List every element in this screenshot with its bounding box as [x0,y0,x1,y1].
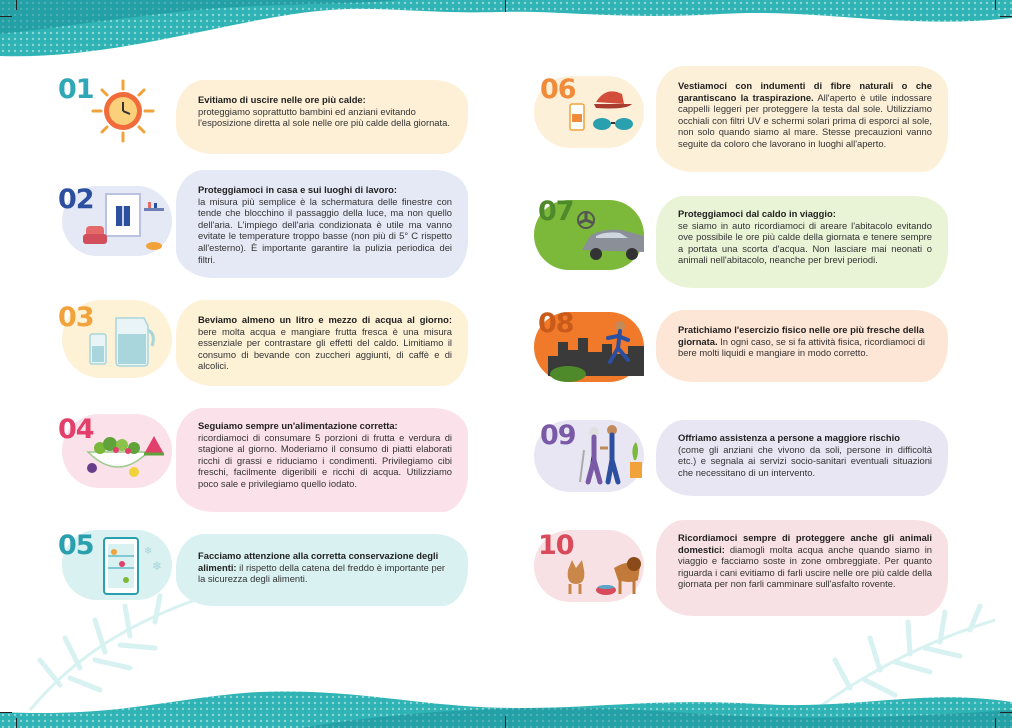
crop-mark [995,0,996,10]
tip-body: All'aperto è utile indossare cappelli leggeri per proteggere la testa dal sole. Utilizziamo occhiali con filtri UV e schermi solari prima di esporci al sole, non solo quando siamo al mare. Stesse precauzioni vanno seguite da coloro che lavorano in luoghi all'aperto. [678,91,933,149]
tip-number: 10 [538,530,574,561]
car-fan-icon [572,206,648,266]
tip-title: Ricordiamoci sempre di proteggere anche gli animali domestici: [678,532,932,555]
tip-text [678,324,932,359]
tip-title: Proteggiamoci dal caldo in viaggio: [678,208,836,219]
crop-mark [0,16,12,17]
tip-number: 02 [58,184,94,215]
tip-title: Facciamo attenzione alla corretta conservazione degli alimenti: [198,550,439,573]
tip-title: Seguiamo sempre un'alimentazione corretta: [198,420,398,431]
crop-mark [505,0,506,12]
tip-body: bere molta acqua e mangiare frutta fresca è una misura essenziale per contrastare gli effetti del caldo. Limitiamo il consumo di bevande con zuccheri aggiunti, di caffè e di alcolici. [198,325,452,372]
tip-number: 01 [58,74,94,105]
tip-title: Vestiamoci con indumenti di fibre naturali o che garantiscano la traspirazione. [678,80,932,103]
top-wave-decoration [0,0,1012,60]
crop-mark [16,718,17,728]
tip-text [198,94,452,129]
sun-clock-icon [90,78,156,144]
elderly-assistance-icon [574,420,648,486]
crop-mark [1000,712,1012,713]
tip-text [198,184,452,265]
palm-leaf-decoration-right [810,600,1000,720]
crop-mark [995,718,996,728]
fridge-icon [100,536,170,596]
tip-number: 06 [540,74,576,105]
tip-title: Evitiamo di uscire nelle ore più calde: [198,94,366,105]
crop-mark [0,712,12,713]
tip-number: 04 [58,414,94,445]
water-jug-icon [86,312,156,368]
tip-body: il rispetto della catena del freddo è importante per la sicurezza degli alimenti. [198,561,446,585]
svg-text:❄: ❄ [152,559,163,573]
tip-text [678,432,932,478]
tip-title: Offriamo assistenza a persone a maggiore rischio [678,432,900,443]
tip-number: 03 [58,302,94,333]
tip-number: 09 [540,420,576,451]
tip-body: (come gli anziani che vivono da soli, persone in difficoltà etc.) e segnala ai servizi socio-sanitari eventuali situazioni che necessitano di un intervento. [678,443,932,478]
tip-body: se siamo in auto ricordiamoci di areare l'abitacolo evitando ove possibile le ore più calde della giornata e tenere sempre a portata una scorta d'acqua. Non lasciare mai neonati o animali nell'abitacolo, neanche per brevi periodi. [678,219,932,266]
crop-mark [16,0,17,10]
salad-fruit-icon [82,430,166,480]
tip-body: proteggiamo soprattutto bambini ed anziani evitando l'esposizione diretta al sole nelle ore più calde della giornata. [198,105,450,129]
tip-title: Pratichiamo l'esercizio fisico nelle ore più fresche della giornata. [678,324,925,347]
tip-body: ricordiamoci di consumare 5 porzioni di frutta e verdura di stagione al giorno. Moderiamo il consumo di piatti elaborati ricchi di grassi e riduciamo i condimenti. Privilegiamo cibi freschi, facilmente digeribili e ricchi di acqua. Utilizziamo poco sale e privilegiamo quello iodato. [198,431,452,489]
crop-mark [1000,16,1012,17]
tip-text [678,532,932,590]
tip-text [198,550,452,585]
tip-number: 07 [538,196,574,227]
tip-body: diamogli molta acqua anche quando siamo in viaggio e facciamo soste in zone ombreggiate. Per quanto riguarda i cani evitiamo di farli uscire nelle ore più calde della giornata per non farli camminare sull'asfalto rovente. [678,543,932,590]
svg-text:❄: ❄ [144,546,153,557]
tip-number: 08 [538,308,574,339]
tip-body: In ogni caso, se si fa attività fisica, ricordiamoci di bere molti liquidi e mangiare in modo corretto. [678,335,925,359]
crop-mark [505,716,506,728]
tip-text [198,314,452,372]
tip-title: Beviamo almeno un litro e mezzo di acqua al giorno: [198,314,452,325]
tip-title: Proteggiamoci in casa e sui luoghi di lavoro: [198,184,397,195]
cap-sunglasses-icon [566,84,642,144]
palm-leaf-decoration [20,590,200,720]
tip-number: 05 [58,530,94,561]
tip-body: la misura più semplice è la schermatura delle finestre con tende che blocchino il passaggio della luce, ma non quello dell'aria. L'impiego dell'aria condizionata è utile ma vanno evitate le temperature troppo basse (non più di 5° C rispetto all'esterno). È importante garantire la pulizia periodica dei filtri. [198,195,452,265]
tip-text [198,420,452,490]
tip-text [678,208,932,266]
tip-text [678,80,932,150]
